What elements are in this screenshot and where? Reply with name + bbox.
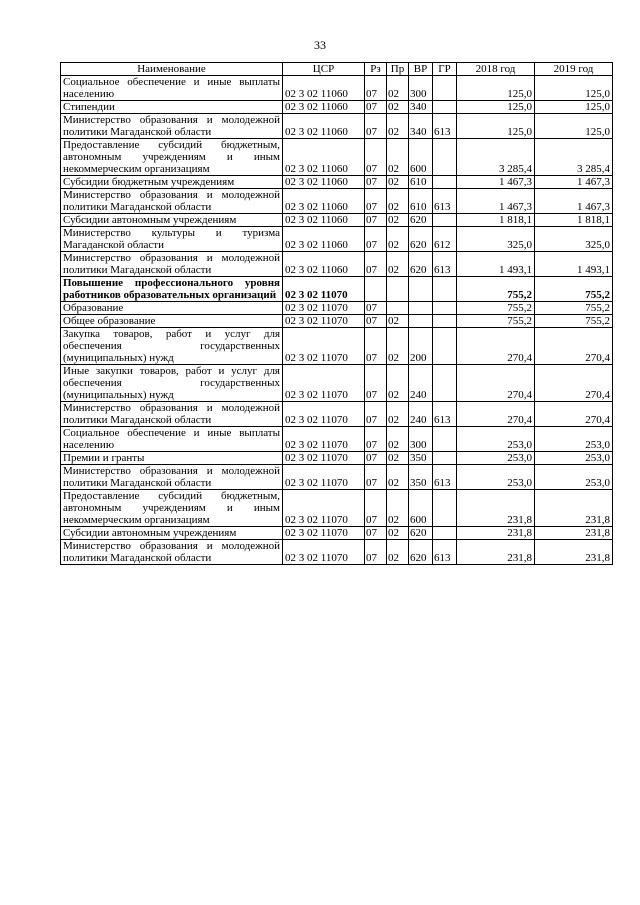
cell-vr: 240 (409, 402, 433, 427)
cell-vr (409, 302, 433, 315)
cell-vr: 350 (409, 465, 433, 490)
cell-name: Социальное обеспечение и иные выплаты населению (61, 76, 283, 101)
cell-rz: 07 (365, 452, 387, 465)
cell-csr: 02 3 02 11070 (283, 490, 365, 527)
table-row (61, 114, 613, 139)
cell-rz: 07 (365, 490, 387, 527)
table-row (61, 315, 613, 328)
table-row (61, 427, 613, 452)
table-row (61, 540, 613, 565)
cell-2019: 253,0 (535, 427, 613, 452)
cell-csr: 02 3 02 11060 (283, 252, 365, 277)
cell-gr (433, 427, 457, 452)
header-2019: 2019 год (535, 63, 613, 76)
cell-pr: 02 (387, 214, 409, 227)
cell-gr (433, 490, 457, 527)
cell-vr: 340 (409, 114, 433, 139)
cell-pr: 02 (387, 315, 409, 328)
cell-pr: 02 (387, 452, 409, 465)
cell-csr: 02 3 02 11060 (283, 101, 365, 114)
cell-pr: 02 (387, 402, 409, 427)
cell-vr: 300 (409, 76, 433, 101)
cell-name: Иные закупки товаров, работ и услуг для обеспечения государственных (муниципальных) нужд (61, 365, 283, 402)
cell-2018: 270,4 (457, 365, 535, 402)
cell-2019: 253,0 (535, 465, 613, 490)
cell-pr: 02 (387, 189, 409, 214)
cell-csr: 02 3 02 11070 (283, 540, 365, 565)
cell-csr: 02 3 02 11060 (283, 76, 365, 101)
cell-2018: 755,2 (457, 315, 535, 328)
table-row (61, 214, 613, 227)
cell-vr (409, 315, 433, 328)
table-row (61, 328, 613, 365)
cell-2018: 3 285,4 (457, 139, 535, 176)
cell-2019: 253,0 (535, 452, 613, 465)
cell-pr: 02 (387, 139, 409, 176)
cell-gr (433, 328, 457, 365)
cell-2019: 270,4 (535, 365, 613, 402)
cell-vr: 240 (409, 365, 433, 402)
cell-csr: 02 3 02 11060 (283, 176, 365, 189)
cell-rz: 07 (365, 402, 387, 427)
table-row (61, 277, 613, 302)
cell-2018: 231,8 (457, 540, 535, 565)
cell-vr: 620 (409, 252, 433, 277)
cell-name: Социальное обеспечение и иные выплаты населению (61, 427, 283, 452)
cell-2018: 755,2 (457, 302, 535, 315)
cell-name: Предоставление субсидий бюджетным, автономным учреждениям и иным некоммерческим организациям (61, 490, 283, 527)
cell-2018: 253,0 (457, 427, 535, 452)
cell-gr: 613 (433, 252, 457, 277)
cell-gr: 613 (433, 114, 457, 139)
cell-rz: 07 (365, 540, 387, 565)
cell-pr: 02 (387, 527, 409, 540)
cell-vr: 350 (409, 452, 433, 465)
cell-gr: 613 (433, 540, 457, 565)
header-2018: 2018 год (457, 63, 535, 76)
table-row (61, 302, 613, 315)
cell-vr: 340 (409, 101, 433, 114)
cell-name: Предоставление субсидий бюджетным, автономным учреждениям и иным некоммерческим организациям (61, 139, 283, 176)
cell-gr: 613 (433, 465, 457, 490)
cell-name: Стипендии (61, 101, 283, 114)
cell-pr: 02 (387, 490, 409, 527)
header-pr: Пр (387, 63, 409, 76)
cell-2019: 3 285,4 (535, 139, 613, 176)
cell-name: Министерство образования и молодежной политики Магаданской области (61, 252, 283, 277)
cell-name: Образование (61, 302, 283, 315)
cell-2018: 231,8 (457, 490, 535, 527)
cell-2019: 270,4 (535, 328, 613, 365)
cell-gr (433, 302, 457, 315)
cell-gr (433, 452, 457, 465)
table-row (61, 490, 613, 527)
cell-2018: 1 467,3 (457, 176, 535, 189)
table-row (61, 176, 613, 189)
cell-csr: 02 3 02 11070 (283, 277, 365, 302)
cell-gr (433, 365, 457, 402)
cell-2019: 270,4 (535, 402, 613, 427)
cell-vr (409, 277, 433, 302)
cell-gr: 612 (433, 227, 457, 252)
cell-pr: 02 (387, 465, 409, 490)
cell-gr (433, 101, 457, 114)
cell-rz: 07 (365, 328, 387, 365)
cell-gr (433, 277, 457, 302)
cell-csr: 02 3 02 11060 (283, 214, 365, 227)
cell-pr: 02 (387, 76, 409, 101)
budget-table (60, 62, 613, 565)
cell-gr: 613 (433, 189, 457, 214)
cell-2019: 1 493,1 (535, 252, 613, 277)
cell-2018: 1 467,3 (457, 189, 535, 214)
cell-pr: 02 (387, 365, 409, 402)
cell-2019: 125,0 (535, 76, 613, 101)
header-name: Наименование (61, 63, 283, 76)
cell-name: Повышение профессионального уровня работников образовательных организаций (61, 277, 283, 302)
cell-pr: 02 (387, 540, 409, 565)
cell-vr: 300 (409, 427, 433, 452)
cell-2018: 1 818,1 (457, 214, 535, 227)
cell-2019: 1 818,1 (535, 214, 613, 227)
cell-name: Премии и гранты (61, 452, 283, 465)
table-row (61, 365, 613, 402)
page-number: 33 (314, 38, 326, 52)
cell-vr: 620 (409, 527, 433, 540)
table-row (61, 527, 613, 540)
cell-2019: 755,2 (535, 315, 613, 328)
cell-pr (387, 277, 409, 302)
cell-vr: 600 (409, 490, 433, 527)
cell-name: Министерство образования и молодежной политики Магаданской области (61, 540, 283, 565)
cell-gr: 613 (433, 402, 457, 427)
cell-2018: 231,8 (457, 527, 535, 540)
cell-vr: 620 (409, 540, 433, 565)
cell-vr: 600 (409, 139, 433, 176)
cell-name: Министерство образования и молодежной политики Магаданской области (61, 465, 283, 490)
cell-rz: 07 (365, 527, 387, 540)
cell-2019: 325,0 (535, 227, 613, 252)
table-row (61, 252, 613, 277)
cell-2018: 253,0 (457, 452, 535, 465)
cell-rz: 07 (365, 189, 387, 214)
cell-csr: 02 3 02 11070 (283, 452, 365, 465)
cell-pr: 02 (387, 252, 409, 277)
cell-csr: 02 3 02 11070 (283, 328, 365, 365)
cell-2019: 1 467,3 (535, 176, 613, 189)
cell-rz: 07 (365, 302, 387, 315)
cell-rz: 07 (365, 76, 387, 101)
cell-gr (433, 214, 457, 227)
cell-2018: 1 493,1 (457, 252, 535, 277)
cell-2019: 1 467,3 (535, 189, 613, 214)
header-csr: ЦСР (283, 63, 365, 76)
cell-name: Субсидии автономным учреждениям (61, 527, 283, 540)
table-header-row (61, 63, 613, 76)
cell-pr: 02 (387, 227, 409, 252)
cell-name: Министерство культуры и туризма Магаданской области (61, 227, 283, 252)
cell-rz: 07 (365, 139, 387, 176)
cell-gr (433, 139, 457, 176)
cell-2019: 231,8 (535, 540, 613, 565)
cell-csr: 02 3 02 11060 (283, 227, 365, 252)
header-vr: ВР (409, 63, 433, 76)
cell-vr: 200 (409, 328, 433, 365)
table-row (61, 465, 613, 490)
cell-name: Общее образование (61, 315, 283, 328)
cell-2018: 125,0 (457, 76, 535, 101)
cell-rz (365, 277, 387, 302)
cell-rz: 07 (365, 214, 387, 227)
cell-vr: 610 (409, 176, 433, 189)
cell-gr (433, 76, 457, 101)
cell-name: Министерство образования и молодежной политики Магаданской области (61, 402, 283, 427)
cell-rz: 07 (365, 227, 387, 252)
cell-2019: 755,2 (535, 277, 613, 302)
cell-2018: 325,0 (457, 227, 535, 252)
cell-name: Министерство образования и молодежной политики Магаданской области (61, 189, 283, 214)
cell-rz: 07 (365, 101, 387, 114)
cell-2018: 270,4 (457, 328, 535, 365)
cell-gr (433, 527, 457, 540)
cell-csr: 02 3 02 11070 (283, 427, 365, 452)
header-gr: ГР (433, 63, 457, 76)
table-row (61, 402, 613, 427)
table-row (61, 452, 613, 465)
cell-rz: 07 (365, 315, 387, 328)
table-row (61, 101, 613, 114)
cell-rz: 07 (365, 176, 387, 189)
table-row (61, 227, 613, 252)
cell-pr (387, 302, 409, 315)
cell-name: Субсидии автономным учреждениям (61, 214, 283, 227)
header-rz: Рз (365, 63, 387, 76)
cell-csr: 02 3 02 11070 (283, 365, 365, 402)
cell-rz: 07 (365, 465, 387, 490)
cell-csr: 02 3 02 11060 (283, 139, 365, 176)
cell-csr: 02 3 02 11070 (283, 315, 365, 328)
cell-gr (433, 315, 457, 328)
table-row (61, 139, 613, 176)
cell-2018: 125,0 (457, 101, 535, 114)
cell-name: Министерство образования и молодежной политики Магаданской области (61, 114, 283, 139)
cell-name: Субсидии бюджетным учреждениям (61, 176, 283, 189)
table-row (61, 76, 613, 101)
cell-gr (433, 176, 457, 189)
cell-2018: 270,4 (457, 402, 535, 427)
cell-csr: 02 3 02 11060 (283, 114, 365, 139)
cell-rz: 07 (365, 114, 387, 139)
cell-2019: 755,2 (535, 302, 613, 315)
cell-2019: 231,8 (535, 527, 613, 540)
cell-2018: 755,2 (457, 277, 535, 302)
cell-name: Закупка товаров, работ и услуг для обеспечения государственных (муниципальных) нужд (61, 328, 283, 365)
cell-vr: 610 (409, 189, 433, 214)
cell-2019: 125,0 (535, 114, 613, 139)
cell-csr: 02 3 02 11070 (283, 465, 365, 490)
cell-csr: 02 3 02 11070 (283, 527, 365, 540)
cell-2018: 125,0 (457, 114, 535, 139)
cell-2019: 231,8 (535, 490, 613, 527)
table-body (61, 76, 613, 565)
cell-pr: 02 (387, 328, 409, 365)
cell-vr: 620 (409, 214, 433, 227)
table-row (61, 189, 613, 214)
cell-vr: 620 (409, 227, 433, 252)
cell-pr: 02 (387, 101, 409, 114)
cell-csr: 02 3 02 11060 (283, 189, 365, 214)
cell-rz: 07 (365, 365, 387, 402)
cell-csr: 02 3 02 11070 (283, 302, 365, 315)
cell-pr: 02 (387, 427, 409, 452)
cell-rz: 07 (365, 427, 387, 452)
cell-rz: 07 (365, 252, 387, 277)
cell-csr: 02 3 02 11070 (283, 402, 365, 427)
cell-2018: 253,0 (457, 465, 535, 490)
cell-2019: 125,0 (535, 101, 613, 114)
cell-pr: 02 (387, 176, 409, 189)
cell-pr: 02 (387, 114, 409, 139)
